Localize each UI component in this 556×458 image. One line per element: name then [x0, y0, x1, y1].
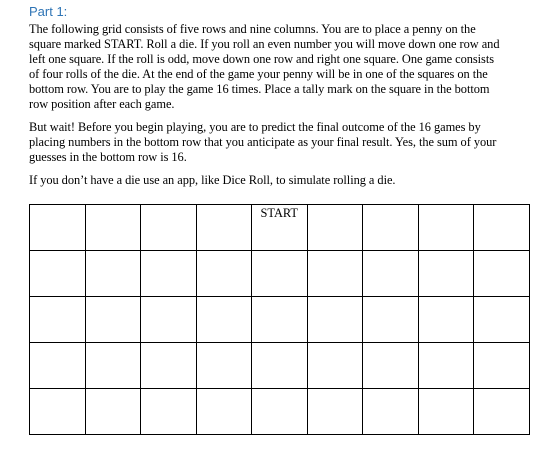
grid-cell: [30, 205, 86, 251]
grid-cell: [252, 343, 308, 389]
document-page: [29, 0, 529, 196]
bottom-row-cell[interactable]: [363, 389, 419, 435]
paragraph-line: row position after each game.: [29, 97, 175, 111]
grid-cell: [141, 205, 197, 251]
bottom-row-cell[interactable]: [85, 389, 141, 435]
paragraph-line: guesses in the bottom row is 16.: [29, 150, 187, 164]
bottom-row-cell[interactable]: [418, 389, 474, 435]
grid-cell: [418, 205, 474, 251]
bottom-row: [30, 389, 530, 435]
grid-cell: [363, 205, 419, 251]
grid-row: [30, 343, 530, 389]
paragraph-line: The following grid consists of five rows and nine columns. You are to place a penny on the: [29, 22, 476, 36]
grid-cell: [474, 297, 530, 343]
bottom-row-cell[interactable]: [141, 389, 197, 435]
grid-cell: [307, 251, 363, 297]
grid-cell: [363, 343, 419, 389]
paragraph-line: placing numbers in the bottom row that you anticipate as your final result. Yes, the sum of your: [29, 135, 497, 149]
grid-row: [30, 297, 530, 343]
bottom-row-cell[interactable]: [252, 389, 308, 435]
paragraph-line: left one square. If the roll is odd, move down one row and right one square. One game consists: [29, 52, 494, 66]
grid-cell: [85, 297, 141, 343]
grid-cell: [418, 251, 474, 297]
grid-cell: [474, 343, 530, 389]
grid-cell: [85, 205, 141, 251]
paragraph-line: bottom row. You are to play the game 16 times. Place a tally mark on the square in the bottom: [29, 82, 490, 96]
start-cell: START: [252, 205, 308, 251]
grid-cell: [307, 343, 363, 389]
grid-cell: [30, 297, 86, 343]
grid-cell: [85, 251, 141, 297]
paragraph-line: But wait! Before you begin playing, you are to predict the final outcome of the 16 games by: [29, 120, 481, 134]
grid-cell: [196, 297, 252, 343]
grid-cell: [418, 343, 474, 389]
paragraph-line: square marked START. Roll a die. If you roll an even number you will move down one row and: [29, 37, 500, 51]
grid-cell: [307, 297, 363, 343]
paragraph-line: of four rolls of the die. At the end of the game your penny will be in one of the squares on the: [29, 67, 488, 81]
grid-cell: [141, 251, 197, 297]
bottom-row-cell[interactable]: [474, 389, 530, 435]
grid-cell: [307, 205, 363, 251]
grid-cell: [85, 343, 141, 389]
grid-cell: [196, 343, 252, 389]
section-heading: Part 1:: [29, 4, 68, 19]
paragraph-line: If you don’t have a die use an app, like Dice Roll, to simulate rolling a die.: [29, 173, 396, 187]
game-grid: [29, 204, 530, 435]
grid-cell: [474, 251, 530, 297]
grid-cell: [363, 251, 419, 297]
grid-cell: [474, 205, 530, 251]
grid-cell: [252, 251, 308, 297]
bottom-row-cell[interactable]: [196, 389, 252, 435]
grid-cell: [141, 343, 197, 389]
grid-row: [30, 205, 530, 251]
grid-cell: [30, 251, 86, 297]
grid-cell: [196, 251, 252, 297]
bottom-row-cell[interactable]: [30, 389, 86, 435]
grid-cell: [252, 297, 308, 343]
grid-cell: [196, 205, 252, 251]
grid-cell: [141, 297, 197, 343]
die-app-paragraph: [29, 173, 529, 188]
bottom-row-cell[interactable]: [307, 389, 363, 435]
prediction-paragraph: [29, 120, 529, 165]
grid-cell: [363, 297, 419, 343]
instructions-paragraph: [29, 22, 529, 112]
grid-row: [30, 251, 530, 297]
grid-cell: [30, 343, 86, 389]
grid-cell: [418, 297, 474, 343]
